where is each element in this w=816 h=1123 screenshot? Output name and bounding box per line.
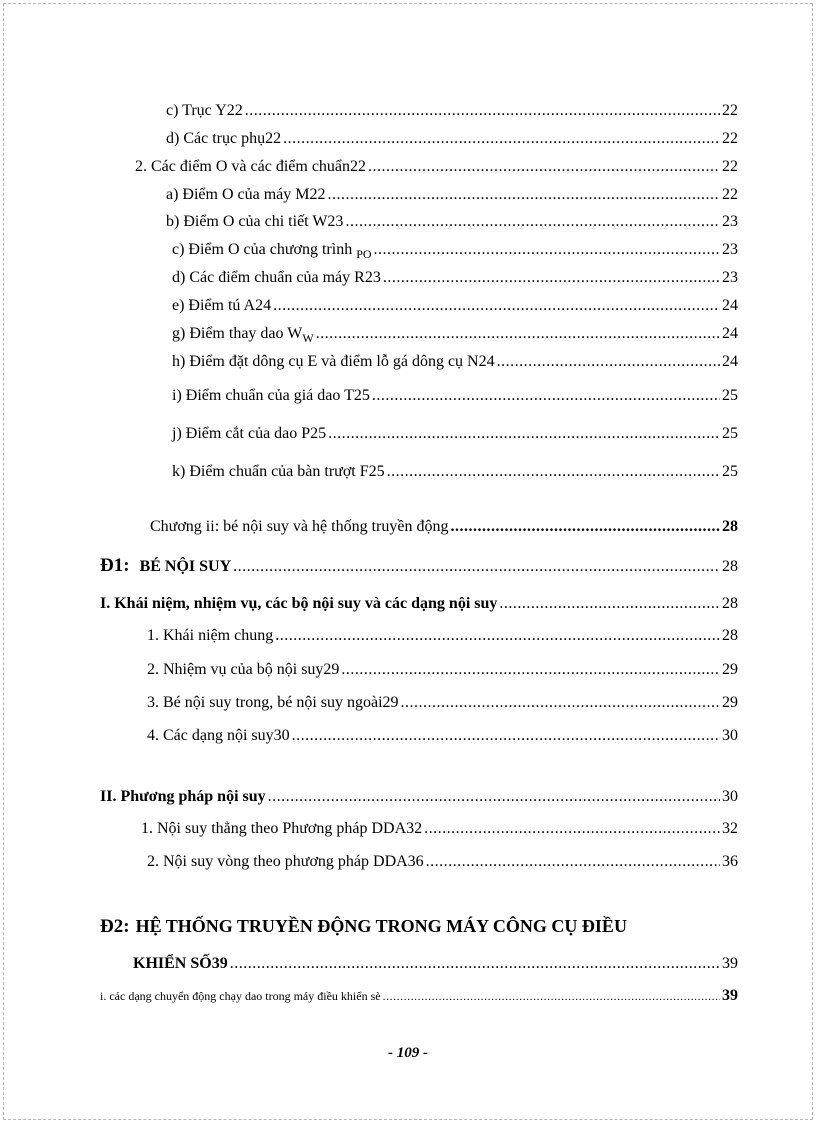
toc-label-subscript: PO	[356, 247, 372, 261]
toc-leader	[233, 557, 720, 577]
toc-entry[interactable]	[166, 101, 738, 121]
toc-label: HỆ THỐNG TRUYỀN ĐỘNG TRONG MÁY CÔNG CỤ ĐIỀU	[135, 916, 627, 936]
toc-label-subscript: W	[302, 331, 314, 345]
toc-page: 23	[722, 269, 738, 286]
toc-page: 22	[722, 130, 738, 147]
toc-label: k) Điểm chuẩn của bàn trượt F25	[172, 463, 385, 480]
toc-leader	[383, 986, 720, 1006]
toc-page: 32	[722, 820, 738, 837]
toc-chapter[interactable]	[150, 517, 738, 537]
toc-label: d) Các trục phụ22	[166, 130, 282, 147]
toc-leader	[245, 101, 720, 121]
toc-label	[172, 240, 372, 264]
toc-leader	[387, 462, 720, 482]
toc-leader	[268, 787, 720, 807]
toc-leader	[275, 626, 720, 646]
toc-heading[interactable]	[100, 594, 738, 614]
toc-entry[interactable]	[147, 852, 738, 872]
toc-leader	[383, 268, 720, 288]
toc-page: 36	[722, 853, 738, 870]
toc-leader	[292, 726, 720, 746]
toc-label-text: g) Điểm thay dao W	[172, 325, 303, 342]
toc-page: 23	[722, 241, 738, 258]
toc-label: 3. Bé nội suy trong, bé nội suy ngoài29	[147, 694, 399, 711]
toc-entry[interactable]	[166, 212, 738, 232]
toc-leader	[230, 954, 720, 974]
toc-page: 28	[722, 627, 738, 644]
toc-page: 25	[722, 463, 738, 480]
toc-leader	[273, 296, 720, 316]
toc-entry[interactable]	[172, 240, 738, 264]
toc-label: 1. Khái niệm chung	[147, 627, 274, 644]
toc-label: 2. Nội suy vòng theo phương pháp DDA36	[147, 853, 424, 870]
toc-label: i. các dạng chuyển động chạy dao trong máy điều khiển sè	[100, 989, 381, 1003]
toc-leader	[424, 819, 720, 839]
toc-leader	[372, 386, 720, 406]
toc-page: 39	[722, 955, 738, 972]
toc-label: 4. Các dạng nội suy30	[147, 727, 290, 744]
section-prefix: Đ2:	[100, 916, 130, 937]
toc-entry[interactable]	[172, 296, 738, 316]
toc-label: BÉ NỘI SUY	[139, 558, 232, 575]
toc-entry[interactable]	[133, 954, 738, 974]
section-prefix: Đ1:	[100, 555, 130, 576]
toc-label	[172, 324, 314, 348]
toc-section[interactable]	[100, 556, 738, 577]
toc-label: i) Điểm chuẩn của giá dao T25	[172, 387, 370, 404]
toc-heading[interactable]	[100, 787, 738, 807]
toc-section-heading[interactable]	[100, 916, 627, 938]
toc-label: KHIỂN SỐ39	[133, 955, 228, 972]
toc-leader	[316, 324, 720, 344]
toc-page: 22	[722, 102, 738, 119]
toc-label: e) Điểm tú A24	[172, 297, 272, 314]
toc-page: 28	[722, 518, 738, 535]
toc-entry[interactable]	[141, 819, 738, 839]
toc-entry[interactable]	[172, 424, 738, 444]
toc-leader	[497, 352, 720, 372]
toc-leader	[345, 212, 720, 232]
toc-entry[interactable]	[135, 157, 738, 177]
toc-page: 30	[722, 727, 738, 744]
toc-page: 22	[722, 186, 738, 203]
toc-entry[interactable]	[166, 129, 738, 149]
toc-leader	[401, 693, 720, 713]
toc-label: c) Trục Y22	[166, 102, 243, 119]
toc-label: a) Điểm O của máy M22	[166, 186, 326, 203]
toc-leader	[426, 852, 720, 872]
toc-page: 28	[722, 558, 738, 575]
toc-page: 23	[722, 213, 738, 230]
toc-page: 24	[722, 353, 738, 370]
toc-page: 30	[722, 788, 738, 805]
toc-entry[interactable]	[172, 386, 738, 406]
toc-entry[interactable]	[166, 185, 738, 205]
toc-label-text: c) Điểm O của chương trình	[172, 241, 357, 258]
toc-page: 29	[722, 661, 738, 678]
toc-label: d) Các điểm chuẩn của máy R23	[172, 269, 381, 286]
toc-leader	[283, 129, 720, 149]
toc-page: 28	[722, 595, 738, 612]
toc-entry[interactable]	[172, 268, 738, 288]
toc-label: 2. Nhiệm vụ của bộ nội suy29	[147, 661, 340, 678]
toc-label: h) Điểm đặt dông cụ E và điểm lỗ gá dông cụ N24	[172, 353, 495, 370]
toc-label: j) Điểm cắt của dao P25	[172, 425, 327, 442]
toc-page: 25	[722, 425, 738, 442]
toc-entry[interactable]	[147, 726, 738, 746]
toc-leader	[374, 240, 720, 260]
toc-label: I. Khái niệm, nhiệm vụ, các bộ nội suy và các dạng nội suy	[100, 595, 498, 612]
toc-page: 29	[722, 694, 738, 711]
toc-label: 2. Các điểm O và các điểm chuẩn22	[135, 158, 367, 175]
toc-page: 24	[722, 325, 738, 342]
toc-entry[interactable]	[172, 352, 738, 372]
toc-page: 24	[722, 297, 738, 314]
toc-leader	[328, 424, 720, 444]
toc-page: 25	[722, 387, 738, 404]
page-number: - 109 -	[388, 1045, 428, 1061]
toc-entry[interactable]	[147, 693, 738, 713]
toc-leader	[341, 660, 720, 680]
toc-entry[interactable]	[172, 324, 738, 348]
toc-page: 22	[722, 158, 738, 175]
toc-label: Chương ii: bé nội suy và hệ thống truyền động	[150, 518, 449, 535]
toc-page: 39	[722, 987, 738, 1004]
toc-entry[interactable]	[100, 986, 738, 1006]
toc-entry[interactable]	[147, 660, 738, 680]
toc-leader	[450, 517, 720, 537]
toc-leader	[328, 185, 720, 205]
toc-entry[interactable]	[147, 626, 738, 646]
toc-leader	[499, 594, 720, 614]
toc-label: II. Phương pháp nội suy	[100, 788, 266, 805]
toc-leader	[368, 157, 720, 177]
toc-label: 1. Nội suy thẳng theo Phương pháp DDA32	[141, 820, 423, 837]
toc-label: b) Điểm O của chi tiết W23	[166, 213, 344, 230]
toc-entry[interactable]	[172, 462, 738, 482]
